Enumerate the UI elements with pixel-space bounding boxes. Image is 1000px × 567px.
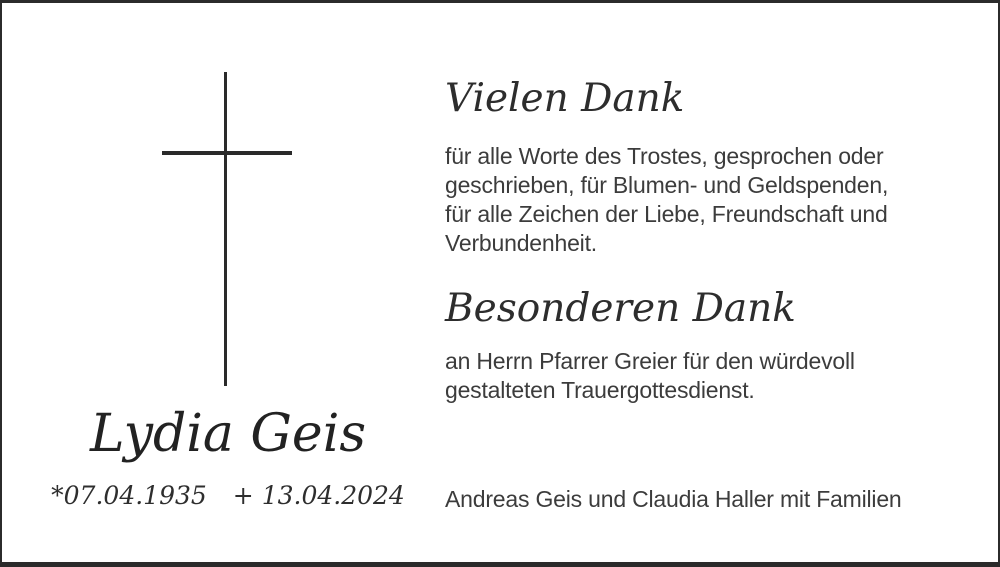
special-thanks-paragraph	[445, 347, 990, 405]
family-signature: Andreas Geis und Claudia Haller mit Familien	[445, 486, 902, 512]
death-date: + 13.04.2024	[232, 481, 405, 510]
special-thanks-paragraph-line: gestalteten Trauergottesdienst.	[445, 377, 755, 403]
thanks-paragraph	[445, 142, 990, 258]
cross-vertical-bar	[224, 72, 227, 386]
thanks-paragraph-line: für alle Worte des Trostes, gesprochen oder	[445, 143, 884, 169]
thanks-heading: Vielen Dank	[445, 76, 685, 121]
thanks-paragraph-line: für alle Zeichen der Liebe, Freundschaft und	[445, 201, 888, 227]
cross-horizontal-bar	[162, 151, 292, 155]
special-thanks-heading: Besonderen Dank	[445, 286, 796, 331]
thanks-paragraph-line: Verbundenheit.	[445, 230, 597, 256]
special-thanks-paragraph-line: an Herrn Pfarrer Greier für den würdevoll	[445, 348, 855, 374]
life-dates	[2, 481, 454, 511]
thanks-paragraph-line: geschrieben, für Blumen- und Geldspenden,	[445, 172, 889, 198]
deceased-name: Lydia Geis	[89, 404, 367, 464]
birth-date: *07.04.1935	[51, 481, 207, 510]
